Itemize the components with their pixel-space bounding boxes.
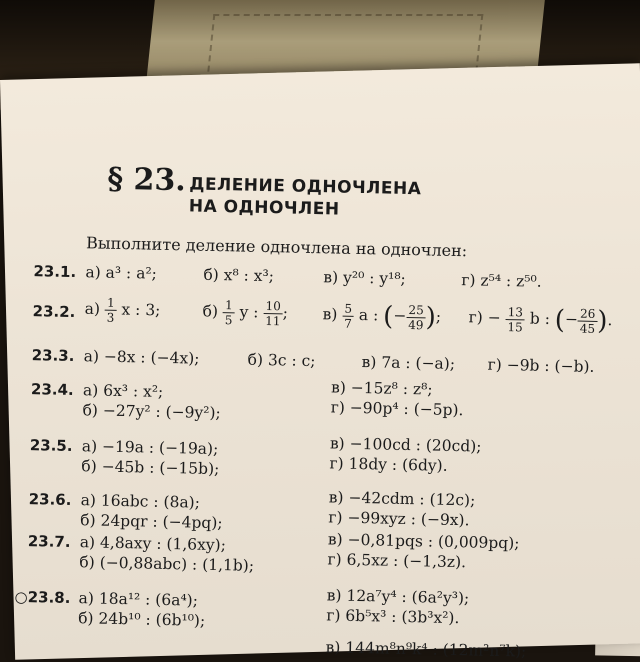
problem-part-c: в) 7a : (−a); bbox=[361, 353, 456, 373]
problem-part-b: б) 24pqr : (−4pq); bbox=[80, 511, 223, 533]
paren-left: ( bbox=[382, 301, 394, 332]
problem-number: 23.5. bbox=[29, 436, 73, 455]
problem-number: 23.1. bbox=[33, 262, 77, 282]
denominator: 49 bbox=[408, 317, 424, 332]
section-sign: § 23. bbox=[107, 161, 187, 199]
problem-number: 23.4. bbox=[30, 380, 74, 400]
problem-part-a bbox=[84, 295, 160, 326]
fraction bbox=[223, 298, 235, 327]
problem-part-c: в) −0,81pqs : (0,009pq); bbox=[327, 530, 520, 553]
denominator: 7 bbox=[344, 316, 352, 331]
part-text: x : 3; bbox=[121, 300, 161, 320]
denominator: 3 bbox=[106, 310, 115, 325]
problem-part-d: г) 6,5xz : (−1,3z). bbox=[327, 550, 467, 572]
paren-right: ) bbox=[425, 302, 437, 333]
problem-part-b bbox=[202, 298, 288, 329]
problem-part-c: в) 12a⁷y⁴ : (6a²y³); bbox=[326, 586, 470, 608]
problem-part-d: г) z⁵⁴ : z⁵⁰. bbox=[461, 271, 542, 291]
problem-number: 23.6. bbox=[28, 490, 72, 509]
problem-part-a: а) 16abc : (8a); bbox=[80, 491, 201, 512]
section-title-line1: ДЕЛЕНИЕ ОДНОЧЛЕНА bbox=[189, 174, 422, 200]
problem-part-d: г) −90p⁴ : (−5p). bbox=[330, 398, 464, 420]
problem-part-c: в) −15z⁸ : z⁸; bbox=[330, 378, 433, 399]
part-letter: а) bbox=[84, 299, 101, 319]
fraction bbox=[263, 299, 283, 328]
numerator: 26 bbox=[578, 306, 598, 321]
section-heading bbox=[107, 162, 186, 199]
paren-left: ( bbox=[554, 305, 566, 336]
problem-part-a: а) 6x³ : x²; bbox=[82, 381, 164, 401]
part-text: y : bbox=[239, 302, 259, 322]
problem-part-b: б) 24b¹⁰ : (6b¹⁰); bbox=[78, 609, 206, 630]
denominator: 11 bbox=[265, 314, 281, 329]
problem-part-b: б) (−0,88abc) : (1,1b); bbox=[79, 553, 255, 575]
fraction bbox=[505, 305, 525, 334]
part-letter: г) − bbox=[468, 308, 501, 327]
numerator: 1 bbox=[105, 296, 117, 311]
problem-part-a: а) −8x : (−4x); bbox=[83, 347, 200, 368]
problem-number: ○23.8. bbox=[14, 587, 71, 607]
problem-part-d: г) − $\frac{13}{15}$ b : (− $\frac{26}{45}$ ). bbox=[468, 304, 613, 337]
part-text: ; bbox=[282, 303, 289, 322]
part-letter: б) bbox=[202, 302, 219, 321]
fraction bbox=[578, 306, 598, 335]
denominator: 15 bbox=[507, 319, 523, 334]
numerator: 13 bbox=[506, 305, 526, 320]
problem-part-c: в) y²⁰ : y¹⁸; bbox=[323, 268, 406, 288]
fraction bbox=[342, 301, 354, 330]
problem-part-c: в) −100cd : (20cd); bbox=[329, 434, 482, 456]
problem-part-d: г) 6b⁵x³ : (3b³x²). bbox=[326, 606, 460, 628]
part-text: a : bbox=[358, 305, 379, 325]
part-text: b : bbox=[529, 309, 551, 328]
paren-right: ) bbox=[596, 305, 608, 337]
problem-part-a: а) 4,8axy : (1,6xy); bbox=[79, 533, 227, 555]
problem-part-b: б) 3c : c; bbox=[247, 350, 316, 371]
part-text: . bbox=[607, 311, 613, 330]
problem-part-c: в) −42cdm : (12c); bbox=[328, 488, 476, 510]
numerator: 1 bbox=[223, 298, 235, 313]
problem-part-a: а) a³ : a²; bbox=[85, 263, 158, 283]
numerator: 10 bbox=[263, 299, 283, 314]
numerator: 5 bbox=[342, 301, 354, 316]
part-letter: в) bbox=[322, 305, 338, 324]
problem-part-b: б) x⁸ : x³; bbox=[203, 265, 275, 286]
problem-part-c: в) $\frac{5}{7}$ a : (− $\frac{25}{49}$ ); bbox=[322, 301, 442, 333]
fraction bbox=[105, 296, 117, 325]
instruction-text: Выполните деление одночлена на одночлен: bbox=[85, 233, 468, 261]
section-title bbox=[189, 173, 510, 224]
problem-part-b: б) −27y² : (−9y²); bbox=[82, 401, 221, 423]
problem-part-d: г) 18dy : (6dy). bbox=[329, 454, 448, 475]
problem-part-a: а) 18a¹² : (6a⁴); bbox=[78, 589, 199, 610]
section-title-line2: НА ОДНОЧЛЕН bbox=[188, 196, 340, 220]
denominator: 5 bbox=[224, 313, 233, 328]
problem-part-b: б) −45b : (−15b); bbox=[81, 457, 220, 479]
problem-number: 23.7. bbox=[27, 532, 71, 551]
fraction bbox=[406, 302, 426, 331]
problem-part-a: а) −19a : (−19a); bbox=[81, 437, 219, 459]
problem-part-c: в) 144m⁸n⁹k⁴ : (12m²n⁷k); bbox=[325, 638, 527, 661]
problem-part-d: г) −9b : (−b). bbox=[487, 355, 595, 376]
problem-part-d: г) −99xyz : (−9x). bbox=[328, 508, 470, 530]
problem-number: 23.2. bbox=[32, 302, 76, 322]
denominator: 45 bbox=[579, 321, 596, 336]
part-text: ; bbox=[435, 307, 442, 326]
problem-number: 23.3. bbox=[31, 346, 75, 366]
numerator: 25 bbox=[406, 302, 426, 317]
